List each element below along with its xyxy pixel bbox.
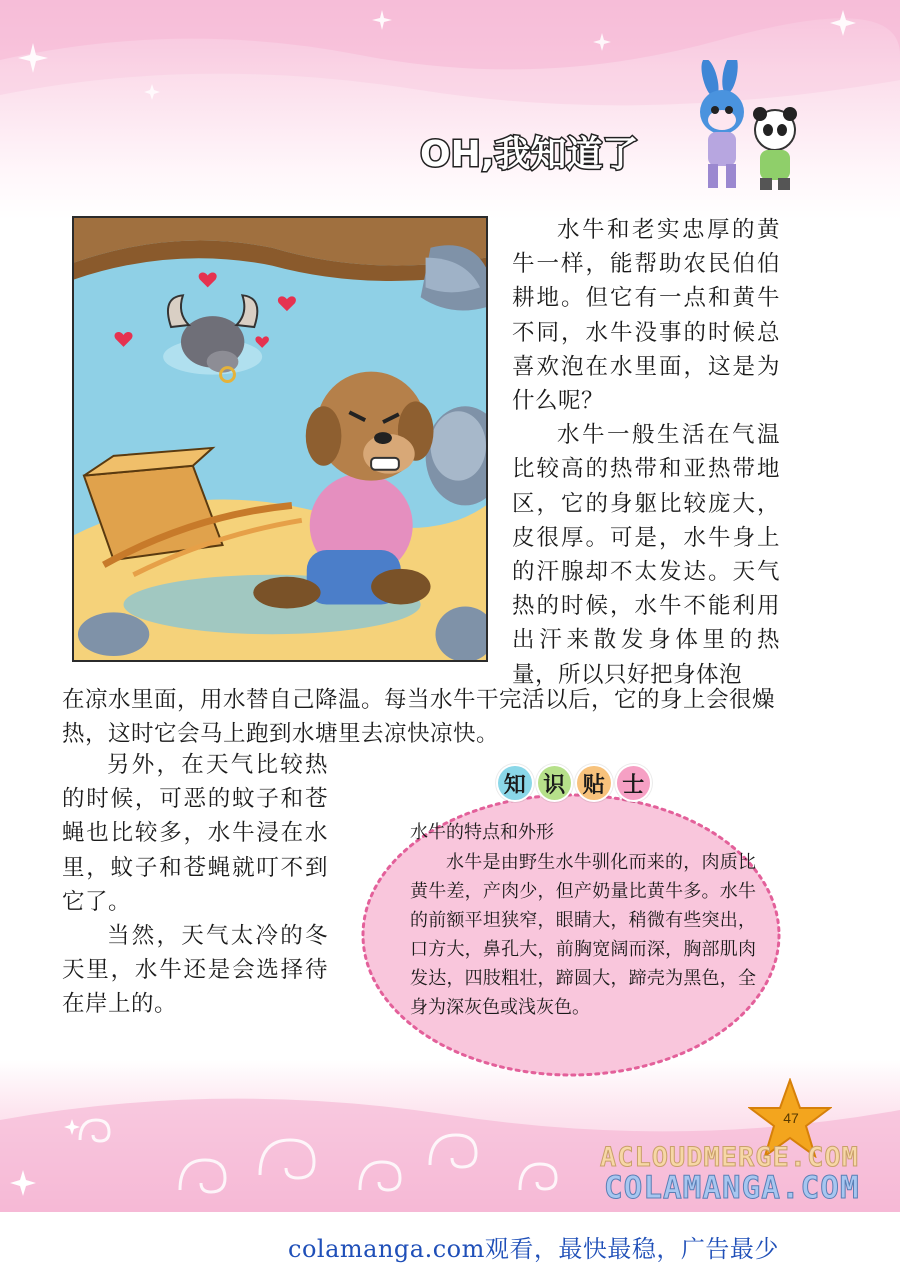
watermark-text: ACLOUDMERGE.COM — [600, 1142, 859, 1173]
article-paragraph: 当然，天气太冷的冬天里，水牛还是会选择待在岸上的。 — [62, 923, 328, 1018]
tip-heading: 水牛的特点和外形 — [410, 822, 554, 843]
header-title-logo — [418, 126, 668, 182]
svg-text:OH,我知道了: OH,我知道了 — [420, 134, 639, 175]
tip-badge: 贴 — [575, 764, 613, 802]
article-right-column — [512, 213, 780, 692]
article-paragraph: 在凉水里面，用水替自己降温。每当水牛干完活以后，它的身上会很燥热，这时它会马上跑到水塘里去凉快凉快。 — [62, 687, 776, 748]
tip-badge: 士 — [615, 764, 653, 802]
article-paragraph: 水牛和老实忠厚的黄牛一样，能帮助农民伯伯耕地。但它有一点和黄牛不同，水牛没事的时候总喜欢泡在水里面，这是为什么呢？ — [512, 217, 780, 415]
article-paragraph: 水牛一般生活在气温比较高的热带和亚热带地区，它的身躯比较庞大，皮很厚。可是，水牛身上的汗腺却不太发达。天气热的时候，水牛不能利用出汗来散发身体里的热量，所以只好把身体泡 — [512, 422, 780, 688]
watermark-text: COLAMANGA.COM — [604, 1170, 860, 1206]
tip-body: 水牛是由野生水牛驯化而来的，肉质比黄牛差，产肉少，但产奶量比黄牛多。水牛的前额平坦狭窄，眼睛大，稍微有些突出，口方大，鼻孔大，前胸宽阔而深，胸部肌肉发达，四肢粗壮，蹄圆大，蹄壳为黑色，全身为深灰色或浅灰色。 — [410, 852, 756, 1018]
mascot-characters — [680, 60, 810, 195]
tip-badge: 知 — [496, 764, 534, 802]
footer-link[interactable]: colamanga.com观看，最快最稳，广告最少 — [288, 1235, 779, 1263]
page-number: 47 — [783, 1110, 799, 1126]
tip-badge-group — [496, 764, 652, 808]
article-wide-paragraph — [62, 683, 782, 751]
tip-badge: 识 — [536, 764, 574, 802]
water-buffalo-illustration — [72, 216, 488, 662]
article-paragraph: 另外，在天气比较热的时候，可恶的蚊子和苍蝇也比较多，水牛浸在水里，蚊子和苍蝇就叮不到它了。 — [62, 752, 328, 915]
article-left-column — [62, 748, 328, 1022]
